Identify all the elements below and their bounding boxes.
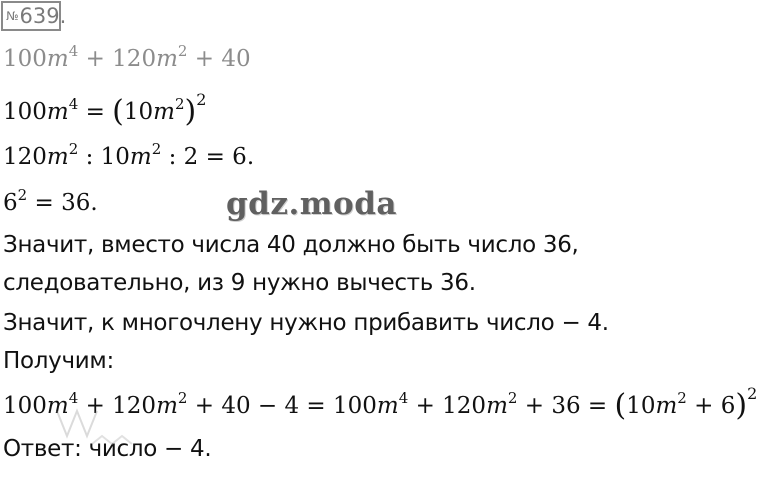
answer-line: Ответ: число − 4. bbox=[3, 436, 212, 462]
step-division: $120m^2$ : $10m^2$ : 2 = 6. bbox=[3, 140, 255, 170]
number-sign: № bbox=[6, 9, 19, 23]
ghost-watermark bbox=[52, 396, 142, 456]
final-equation: $100m^4 + 120m^2 + 40 - 4 = 100m^4 + 120m^2 + 36 = (10m^2 + 6)^2$ bbox=[3, 384, 757, 423]
task-number: 639. bbox=[19, 4, 67, 28]
step-square-six: $6^2 = 36$. bbox=[3, 186, 98, 216]
explanation-line-4: Получим: bbox=[3, 348, 114, 374]
watermark: gdz.moda bbox=[226, 186, 397, 222]
explanation-line-1: Значит, вместо числа 40 должно быть число 36, bbox=[3, 232, 579, 258]
explanation-line-2: следовательно, из 9 нужно вычесть 36. bbox=[3, 270, 476, 296]
step-square-first-term: $100m^4 = (10m^2)^2$ bbox=[3, 90, 207, 129]
given-expression: $100m^4 + 120m^2 + 40$ bbox=[3, 42, 251, 72]
task-number-badge bbox=[1, 1, 67, 31]
explanation-line-3: Значит, к многочлену нужно прибавить число − 4. bbox=[3, 310, 609, 336]
